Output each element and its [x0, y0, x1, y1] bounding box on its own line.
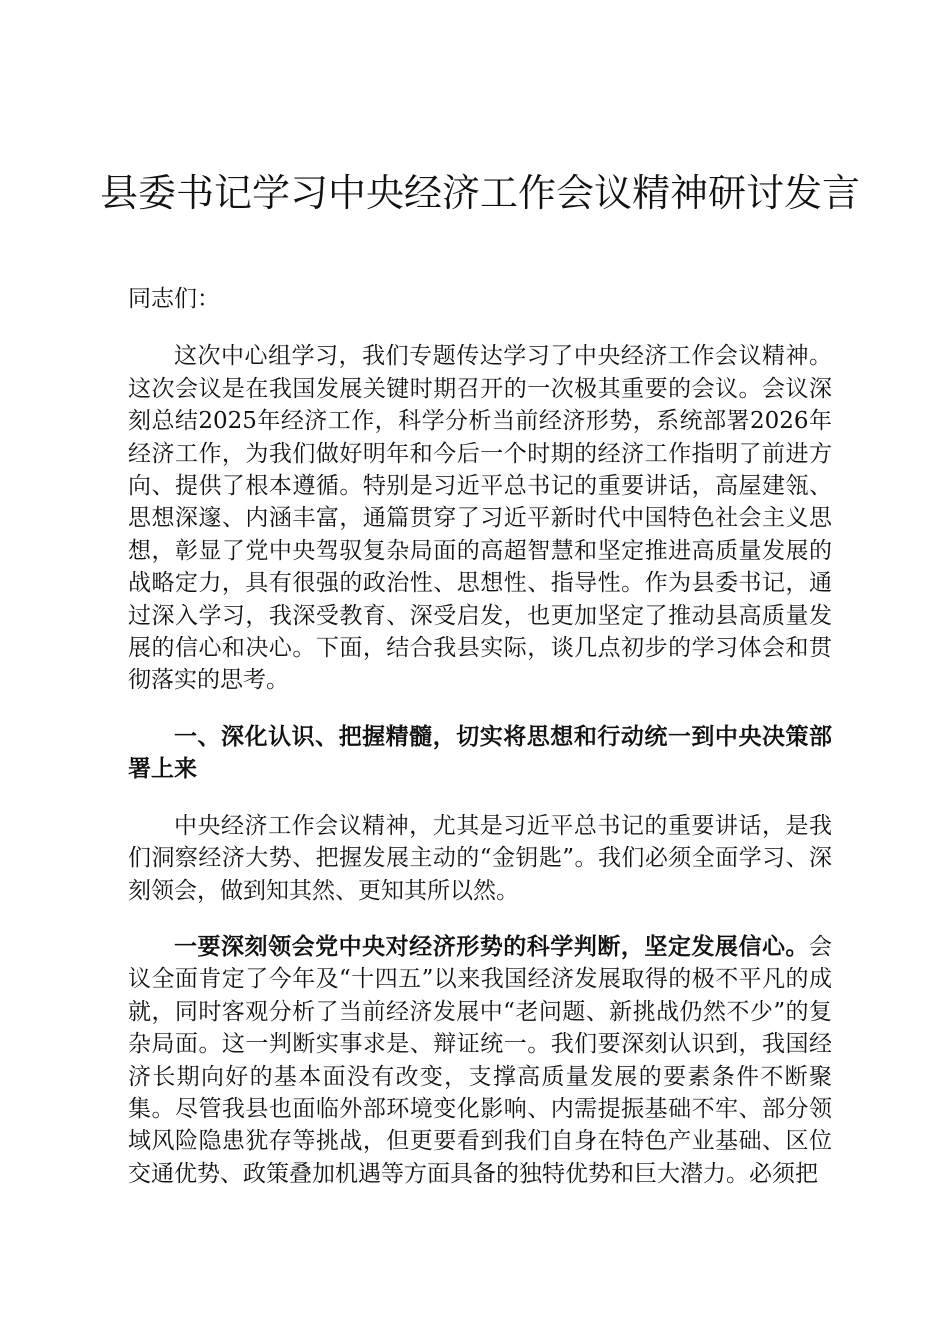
section-heading: 一、深化认识、把握精髓，切实将思想和行动统一到中央决策部署上来 [128, 722, 832, 783]
document-title: 县委书记学习中央经济工作会议精神研讨发言 [100, 171, 861, 215]
intro-paragraph: 这次中心组学习，我们专题传达学习了中央经济工作会议精神。这次会议是在我国发展关键时期召开的一次极其重要的会议。会议深刻总结2025年经济工作，科学分析当前经济形势，系统部署2026年经济工作，为我们做好明年和今后一个时期的经济工作指明了前进方向、提供了根本遵循。特别是习近平总书记的重要讲话，高屋建瓴、思想深邃、内涵丰富，通篇贯穿了习近平新时代中国特色社会主义思想，彰显了党中央驾驭复杂局面的高超智慧和坚定推进高质量发展的战略定力，具有很强的政治性、思想性、指导性。作为县委书记，通过深入学习，我深受教育、深受启发，也更加坚定了推动县高质量发展的信心和决心。下面，结合我县实际，谈几点初步的学习体会和贯彻落实的思考。 [128, 343, 832, 694]
point-paragraph [128, 931, 832, 1190]
document-body [128, 283, 832, 1190]
point-lead-sentence: 一要深刻领会党中央对经济形势的科学判断，坚定发展信心。 [174, 932, 809, 960]
section-intro-paragraph: 中央经济工作会议精神，尤其是习近平总书记的重要讲话，是我们洞察经济大势、把握发展主动的“金钥匙”。我们必须全面学习、深刻领会，做到知其然、更知其所以然。 [128, 812, 832, 904]
salutation: 同志们： [128, 286, 220, 312]
point-body-text: 会议全面肯定了今年及“十四五”以来我国经济发展取得的极不平凡的成就，同时客观分析了当前经济发展中“老问题、新挑战仍然不少”的复杂局面。这一判断实事求是、辩证统一。我们要深刻认识到，我国经济长期向好的基本面没有改变，支撑高质量发展的要素条件不断聚集。尽管我县也面临外部环境变化影响、内需提振基础不牢、部分领域风险隐患犹存等挑战，但更要看到我们自身在特色产业基础、区位交通优势、政策叠加机遇等方面具备的独特优势和巨大潜力。必须把 [128, 933, 832, 1187]
